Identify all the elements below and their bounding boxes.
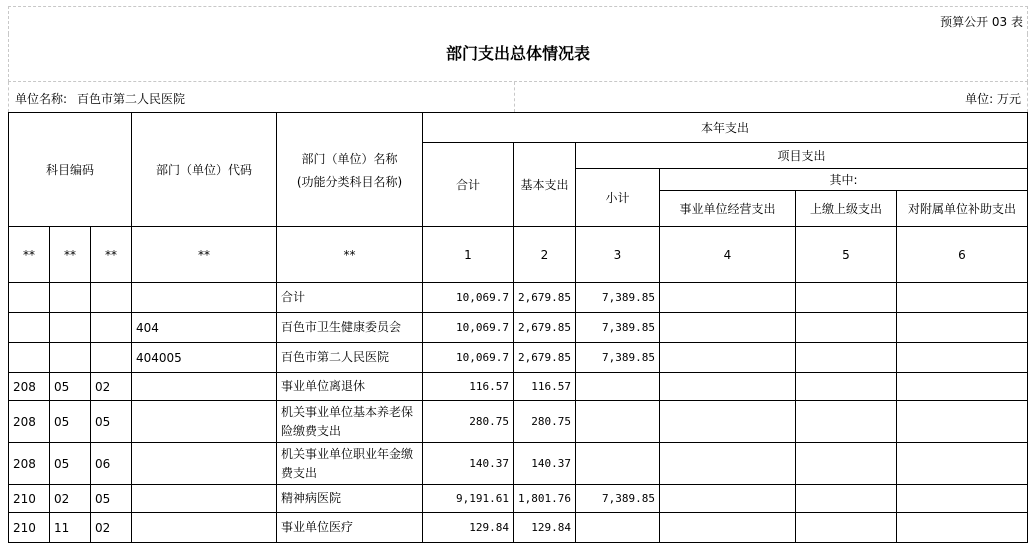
- subject-item-cell: 02: [50, 485, 91, 513]
- form-tag-row: [8, 6, 1028, 34]
- subject-subitem-cell: [91, 343, 132, 373]
- subject-class-cell: 208: [9, 373, 50, 401]
- remit-to-superior-cell: [796, 343, 897, 373]
- total-cell: 10,069.7: [423, 343, 514, 373]
- basic-expense-cell: 280.75: [514, 401, 576, 443]
- subject-item-cell: [50, 343, 91, 373]
- basic-expense-cell: 2,679.85: [514, 343, 576, 373]
- total-cell: 140.37: [423, 443, 514, 485]
- total-cell: 116.57: [423, 373, 514, 401]
- subject-item-cell: 05: [50, 373, 91, 401]
- project-subtotal-cell: 7,389.85: [576, 313, 660, 343]
- subject-subitem-cell: 02: [91, 373, 132, 401]
- subject-item-cell: 05: [50, 443, 91, 485]
- header-current-year-expense: 本年支出: [423, 113, 1028, 143]
- total-cell: 10,069.7: [423, 313, 514, 343]
- subject-subitem-cell: 05: [91, 401, 132, 443]
- index-cell: 6: [897, 227, 1028, 283]
- dept-name-cell: 事业单位医疗: [277, 513, 423, 543]
- index-cell: **: [50, 227, 91, 283]
- subsidy-to-affiliates-cell: [897, 373, 1028, 401]
- header-business-operating: 事业单位经营支出: [660, 191, 796, 227]
- dept-name-cell: 合计: [277, 283, 423, 313]
- total-cell: 10,069.7: [423, 283, 514, 313]
- subject-class-cell: [9, 283, 50, 313]
- subject-class-cell: 210: [9, 485, 50, 513]
- header-dept-code: 部门（单位）代码: [132, 113, 277, 227]
- header-basic-expense: 基本支出: [514, 143, 576, 227]
- unit-name-value: 百色市第二人民医院: [77, 92, 186, 106]
- header-subtotal: 小计: [576, 169, 660, 227]
- header-dept-name-line1: 部门（单位）名称: [301, 151, 398, 166]
- unit-name: [15, 90, 185, 107]
- remit-to-superior-cell: [796, 485, 897, 513]
- subject-class-cell: [9, 313, 50, 343]
- subject-class-cell: 208: [9, 401, 50, 443]
- basic-expense-cell: 2,679.85: [514, 313, 576, 343]
- basic-expense-cell: 116.57: [514, 373, 576, 401]
- subject-subitem-cell: [91, 283, 132, 313]
- subject-item-cell: [50, 283, 91, 313]
- subject-item-cell: 05: [50, 401, 91, 443]
- business-operating-cell: [660, 485, 796, 513]
- report-frame: [8, 6, 1028, 539]
- dept-name-cell: 精神病医院: [277, 485, 423, 513]
- project-subtotal-cell: 7,389.85: [576, 283, 660, 313]
- dept-code-cell: [132, 401, 277, 443]
- subject-item-cell: [50, 313, 91, 343]
- project-subtotal-cell: [576, 373, 660, 401]
- header-of-which: 其中:: [660, 169, 1028, 191]
- business-operating-cell: [660, 443, 796, 485]
- remit-to-superior-cell: [796, 373, 897, 401]
- index-cell: **: [132, 227, 277, 283]
- project-subtotal-cell: 7,389.85: [576, 485, 660, 513]
- index-cell: 3: [576, 227, 660, 283]
- title-row: [8, 34, 1028, 82]
- header-dept-name: [277, 113, 423, 227]
- dept-name-cell: 百色市第二人民医院: [277, 343, 423, 373]
- dept-name-cell: 百色市卫生健康委员会: [277, 313, 423, 343]
- basic-expense-cell: 140.37: [514, 443, 576, 485]
- subject-class-cell: 208: [9, 443, 50, 485]
- business-operating-cell: [660, 283, 796, 313]
- subject-item-cell: 11: [50, 513, 91, 543]
- table-row: [9, 443, 1028, 485]
- subsidy-to-affiliates-cell: [897, 283, 1028, 313]
- table-row: [9, 373, 1028, 401]
- dept-name-cell: 机关事业单位职业年金缴费支出: [277, 443, 423, 485]
- header-total: 合计: [423, 143, 514, 227]
- table-row: [9, 485, 1028, 513]
- remit-to-superior-cell: [796, 313, 897, 343]
- subsidy-to-affiliates-cell: [897, 443, 1028, 485]
- subsidy-to-affiliates-cell: [897, 313, 1028, 343]
- index-cell: **: [277, 227, 423, 283]
- subject-class-cell: 210: [9, 513, 50, 543]
- remit-to-superior-cell: [796, 283, 897, 313]
- project-subtotal-cell: [576, 513, 660, 543]
- dept-code-cell: [132, 283, 277, 313]
- subsidy-to-affiliates-cell: [897, 485, 1028, 513]
- basic-expense-cell: 1,801.76: [514, 485, 576, 513]
- total-cell: 9,191.61: [423, 485, 514, 513]
- subject-subitem-cell: 06: [91, 443, 132, 485]
- business-operating-cell: [660, 373, 796, 401]
- remit-to-superior-cell: [796, 443, 897, 485]
- remit-to-superior-cell: [796, 513, 897, 543]
- table-row: [9, 283, 1028, 313]
- dept-code-cell: 404: [132, 313, 277, 343]
- index-row: [9, 227, 1028, 283]
- subject-subitem-cell: 05: [91, 485, 132, 513]
- business-operating-cell: [660, 401, 796, 443]
- form-tag: 预算公开 03 表: [940, 15, 1023, 29]
- table-header: [9, 113, 1028, 283]
- table-row: [9, 313, 1028, 343]
- subsidy-to-affiliates-cell: [897, 343, 1028, 373]
- dept-code-cell: [132, 373, 277, 401]
- index-cell: 2: [514, 227, 576, 283]
- subsidy-to-affiliates-cell: [897, 513, 1028, 543]
- dept-code-cell: 404005: [132, 343, 277, 373]
- business-operating-cell: [660, 313, 796, 343]
- unit-row-divider: [514, 82, 515, 112]
- table-row: [9, 343, 1028, 373]
- subject-subitem-cell: [91, 313, 132, 343]
- business-operating-cell: [660, 513, 796, 543]
- unit-row: [8, 82, 1028, 112]
- project-subtotal-cell: 7,389.85: [576, 343, 660, 373]
- header-subject-code: 科目编码: [9, 113, 132, 227]
- index-cell: **: [91, 227, 132, 283]
- project-subtotal-cell: [576, 401, 660, 443]
- header-dept-name-line2: (功能分类科目名称): [296, 174, 403, 189]
- dept-name-cell: 事业单位离退休: [277, 373, 423, 401]
- dept-code-cell: [132, 513, 277, 543]
- subject-class-cell: [9, 343, 50, 373]
- page-title: 部门支出总体情况表: [445, 44, 590, 63]
- header-project-expense: 项目支出: [576, 143, 1028, 169]
- index-cell: **: [9, 227, 50, 283]
- project-subtotal-cell: [576, 443, 660, 485]
- table-body: [9, 283, 1028, 543]
- remit-to-superior-cell: [796, 401, 897, 443]
- total-cell: 280.75: [423, 401, 514, 443]
- business-operating-cell: [660, 343, 796, 373]
- expense-table: [8, 112, 1028, 543]
- basic-expense-cell: 2,679.85: [514, 283, 576, 313]
- index-cell: 5: [796, 227, 897, 283]
- basic-expense-cell: 129.84: [514, 513, 576, 543]
- index-cell: 1: [423, 227, 514, 283]
- index-cell: 4: [660, 227, 796, 283]
- unit-name-label: 单位名称:: [15, 92, 68, 106]
- header-remit-to-superior: 上缴上级支出: [796, 191, 897, 227]
- total-cell: 129.84: [423, 513, 514, 543]
- header-subsidy-to-affiliates: 对附属单位补助支出: [897, 191, 1028, 227]
- table-row: [9, 513, 1028, 543]
- subject-subitem-cell: 02: [91, 513, 132, 543]
- dept-code-cell: [132, 443, 277, 485]
- dept-code-cell: [132, 485, 277, 513]
- subsidy-to-affiliates-cell: [897, 401, 1028, 443]
- currency-unit: 单位: 万元: [965, 92, 1021, 106]
- table-row: [9, 401, 1028, 443]
- dept-name-cell: 机关事业单位基本养老保险缴费支出: [277, 401, 423, 443]
